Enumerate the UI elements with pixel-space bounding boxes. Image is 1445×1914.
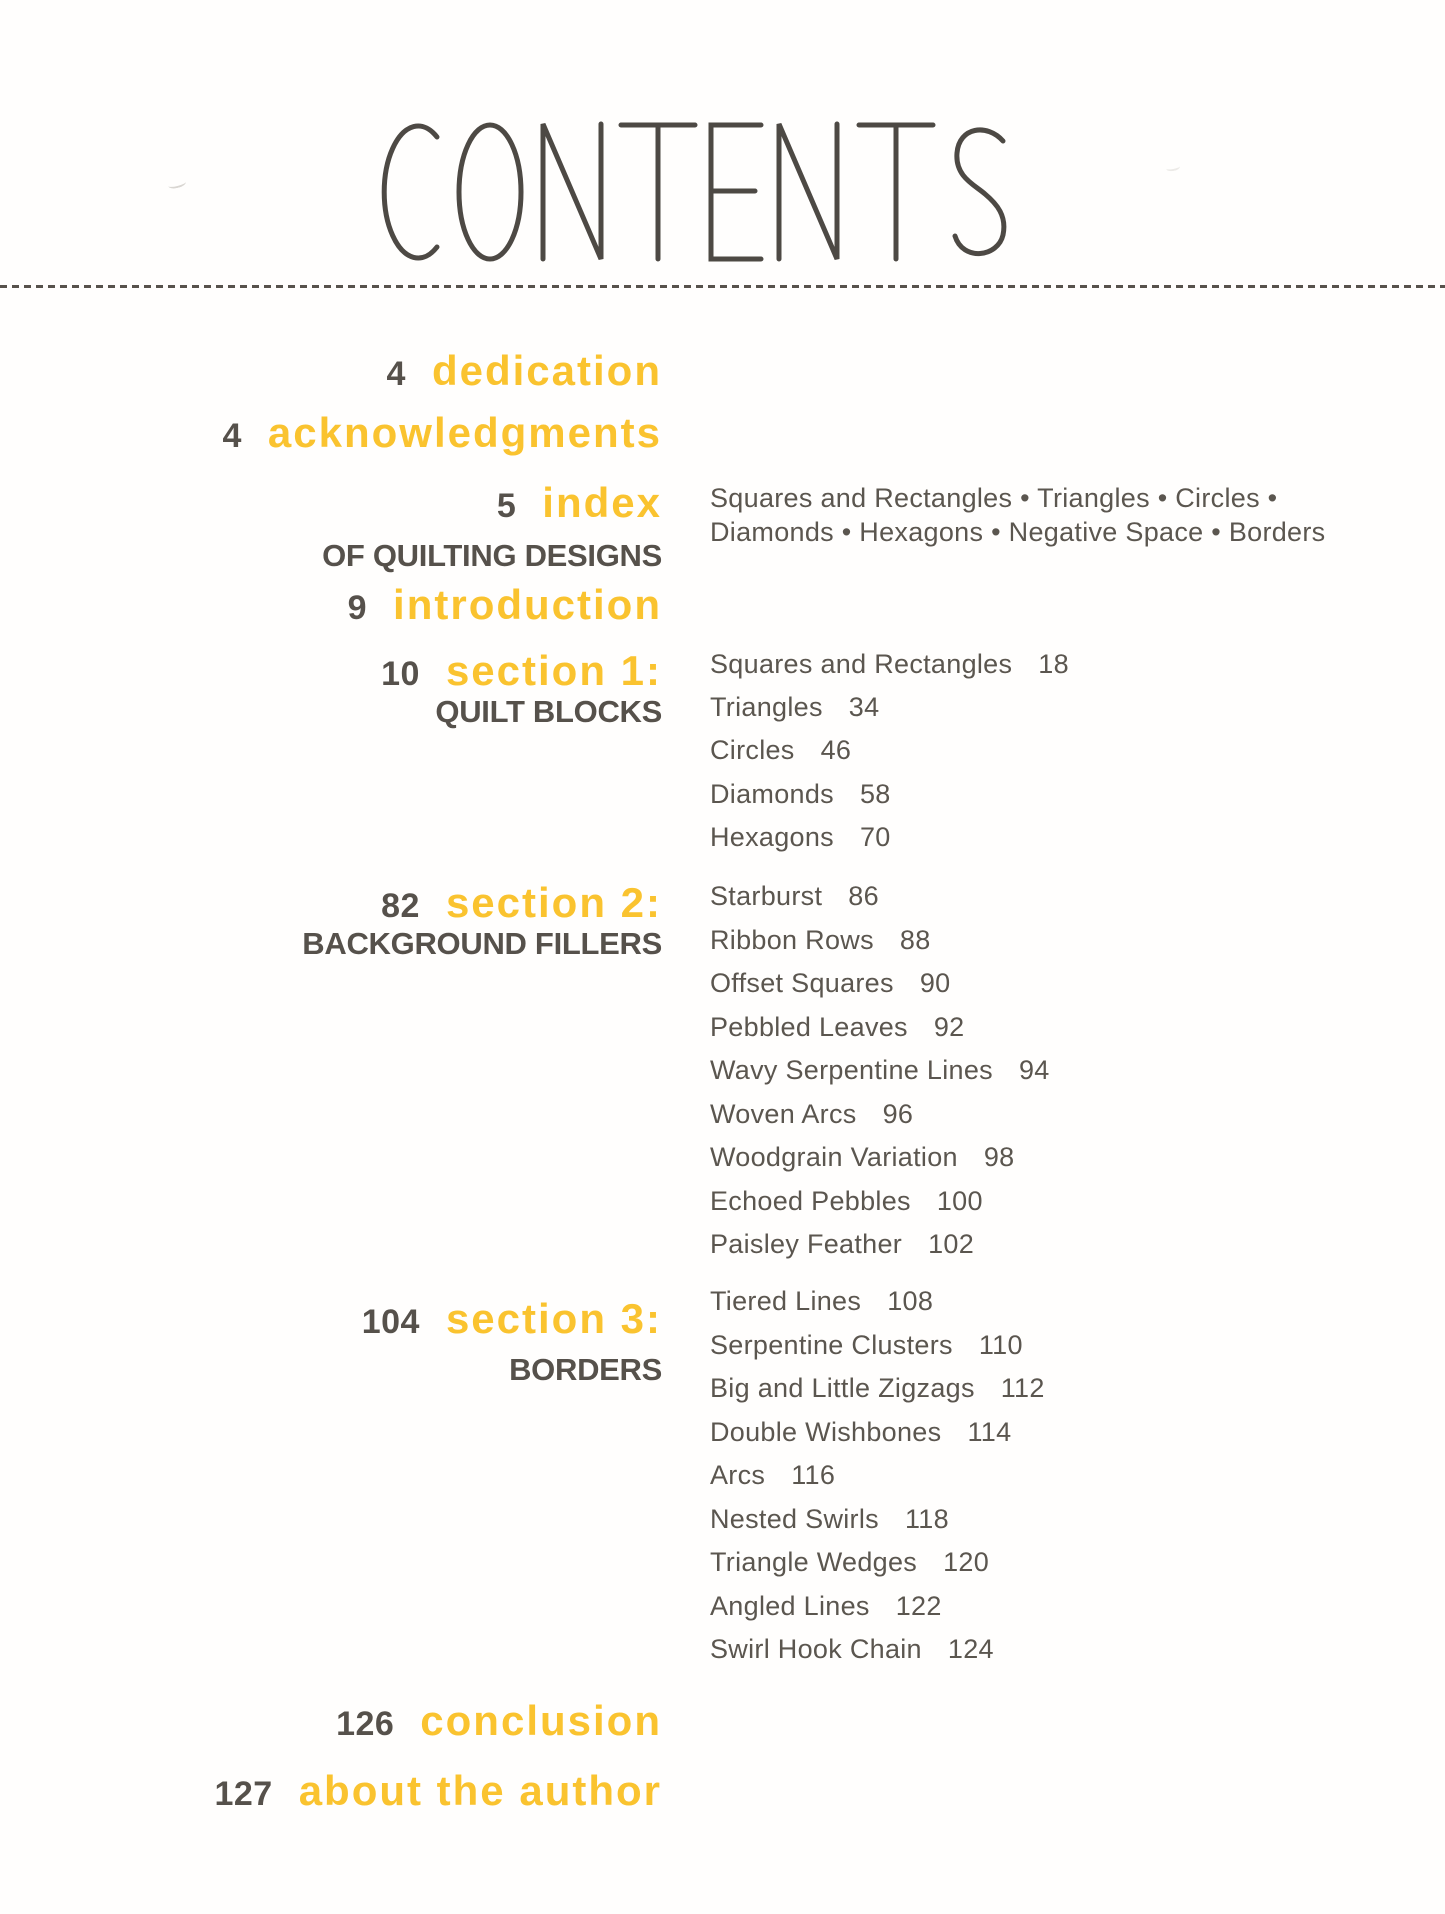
- letter-T: [859, 125, 933, 259]
- toc-entry-section-1: [381, 647, 662, 694]
- page-number: 4: [222, 417, 242, 455]
- list-item: [710, 651, 1069, 678]
- entry-heading: acknowledgments: [267, 409, 662, 456]
- item-label: Circles: [710, 735, 795, 765]
- item-page: 58: [859, 779, 891, 809]
- item-label: Triangle Wedges: [710, 1547, 918, 1577]
- page-number: 9: [347, 589, 368, 627]
- list-item: [710, 781, 891, 808]
- item-label: Diamonds: [710, 779, 834, 809]
- item-label: Double Wishbones: [710, 1417, 942, 1447]
- list-item: [710, 1332, 1023, 1359]
- item-label: Arcs: [710, 1460, 766, 1490]
- item-label: Paisley Feather: [710, 1229, 903, 1259]
- entry-heading: introduction: [393, 581, 662, 628]
- item-page: 98: [983, 1142, 1015, 1172]
- page-number: 104: [361, 1303, 420, 1341]
- entry-heading: section 2:: [445, 879, 662, 926]
- list-item: [710, 737, 851, 764]
- item-page: 18: [1038, 649, 1069, 679]
- item-page: 92: [933, 1012, 965, 1042]
- list-item: [710, 1144, 1014, 1171]
- item-page: 70: [859, 822, 891, 852]
- letter-E: [711, 125, 761, 259]
- item-page: 100: [936, 1186, 983, 1216]
- toc-entry-about-the-author: [214, 1767, 662, 1814]
- item-page: 34: [848, 692, 880, 722]
- entry-heading: dedication: [431, 347, 662, 394]
- list-item: [710, 927, 931, 954]
- item-label: Hexagons: [710, 822, 834, 852]
- item-page: 86: [848, 881, 879, 911]
- page-number: 4: [386, 355, 406, 393]
- item-label: Echoed Pebbles: [710, 1186, 911, 1216]
- entry-subtitle-section-2: BACKGROUND FILLERS: [302, 926, 662, 961]
- entry-heading: conclusion: [420, 1697, 662, 1744]
- page-number: 126: [336, 1705, 395, 1743]
- list-item: [710, 1593, 942, 1620]
- item-page: 90: [919, 968, 951, 998]
- entry-subtitle-section-1: QUILT BLOCKS: [435, 694, 662, 729]
- item-page: 108: [887, 1286, 934, 1316]
- page-number: 10: [381, 655, 420, 693]
- item-page: 114: [967, 1417, 1012, 1447]
- list-item: [710, 883, 879, 910]
- list-item: [710, 1188, 983, 1215]
- item-page: 116: [791, 1460, 836, 1490]
- item-label: Wavy Serpentine Lines: [710, 1055, 993, 1085]
- entry-heading: section 3:: [445, 1295, 662, 1342]
- list-item: [710, 1375, 1045, 1402]
- page-number: 127: [214, 1775, 273, 1813]
- item-page: 110: [978, 1330, 1023, 1360]
- toc-entry-section-3: [361, 1295, 662, 1342]
- smudge-mark: [167, 178, 186, 190]
- letter-N: [779, 124, 837, 259]
- item-label: Triangles: [710, 692, 823, 722]
- page-number: 82: [381, 887, 420, 925]
- item-page: 46: [820, 735, 852, 765]
- list-item: [710, 970, 950, 997]
- smudge-mark: [1165, 163, 1180, 172]
- item-page: 120: [943, 1547, 990, 1577]
- item-page: 112: [1000, 1373, 1045, 1403]
- list-item: [710, 1636, 994, 1663]
- list-item: [710, 1101, 913, 1128]
- item-label: Nested Swirls: [710, 1504, 879, 1534]
- letter-S: [955, 130, 1004, 254]
- toc-entry-index: [496, 479, 662, 526]
- toc-entry-section-2: [381, 879, 662, 926]
- item-page: 102: [928, 1229, 975, 1259]
- item-label: Squares and Rectangles: [710, 649, 1013, 679]
- item-page: 96: [882, 1099, 914, 1129]
- entry-heading: section 1:: [445, 647, 662, 694]
- entry-subtitle-section-3: BORDERS: [509, 1352, 662, 1387]
- item-label: Tiered Lines: [710, 1286, 862, 1316]
- letter-T: [621, 125, 695, 259]
- item-label: Offset Squares: [710, 968, 894, 998]
- list-item: [710, 824, 891, 851]
- item-label: Woodgrain Variation: [710, 1142, 958, 1172]
- item-label: Angled Lines: [710, 1591, 870, 1621]
- item-label: Serpentine Clusters: [710, 1330, 953, 1360]
- item-label: Pebbled Leaves: [710, 1012, 908, 1042]
- item-label: Swirl Hook Chain: [710, 1634, 922, 1664]
- letter-N: [543, 124, 601, 259]
- toc-entry-acknowledgments: [222, 409, 662, 456]
- list-item: [710, 694, 879, 721]
- page-title: [0, 0, 1, 1]
- list-item: [710, 1014, 965, 1041]
- item-label: Woven Arcs: [710, 1099, 857, 1129]
- entry-subtitle-index: OF QUILTING DESIGNS: [322, 538, 662, 573]
- index-description-line: Squares and Rectangles • Triangles • Circles •: [710, 483, 1278, 513]
- list-item: [710, 1419, 1011, 1446]
- entry-heading: index: [542, 479, 662, 526]
- toc-entry-conclusion: [336, 1697, 662, 1744]
- list-item: [710, 1462, 835, 1489]
- letter-C: [384, 126, 437, 258]
- item-page: 94: [1018, 1055, 1050, 1085]
- list-item: [710, 1549, 989, 1576]
- index-description-line: Diamonds • Hexagons • Negative Space • Borders: [710, 517, 1326, 547]
- item-page: 122: [895, 1591, 942, 1621]
- letter-O: [459, 125, 521, 259]
- item-page: 118: [904, 1504, 949, 1534]
- list-item: [710, 1231, 974, 1258]
- item-label: Ribbon Rows: [710, 925, 874, 955]
- list-item: [710, 1506, 949, 1533]
- page-number: 5: [496, 487, 517, 525]
- toc-entry-dedication: [386, 347, 662, 394]
- list-item: [710, 1288, 933, 1315]
- page-title-contents: [377, 121, 1007, 263]
- item-page: 124: [947, 1634, 994, 1664]
- list-item: [710, 1057, 1050, 1084]
- item-page: 88: [899, 925, 931, 955]
- dashed-divider: [0, 285, 1445, 288]
- item-label: Starburst: [710, 881, 823, 911]
- item-label: Big and Little Zigzags: [710, 1373, 975, 1403]
- toc-entry-introduction: [347, 581, 662, 628]
- entry-heading: about the author: [298, 1767, 662, 1814]
